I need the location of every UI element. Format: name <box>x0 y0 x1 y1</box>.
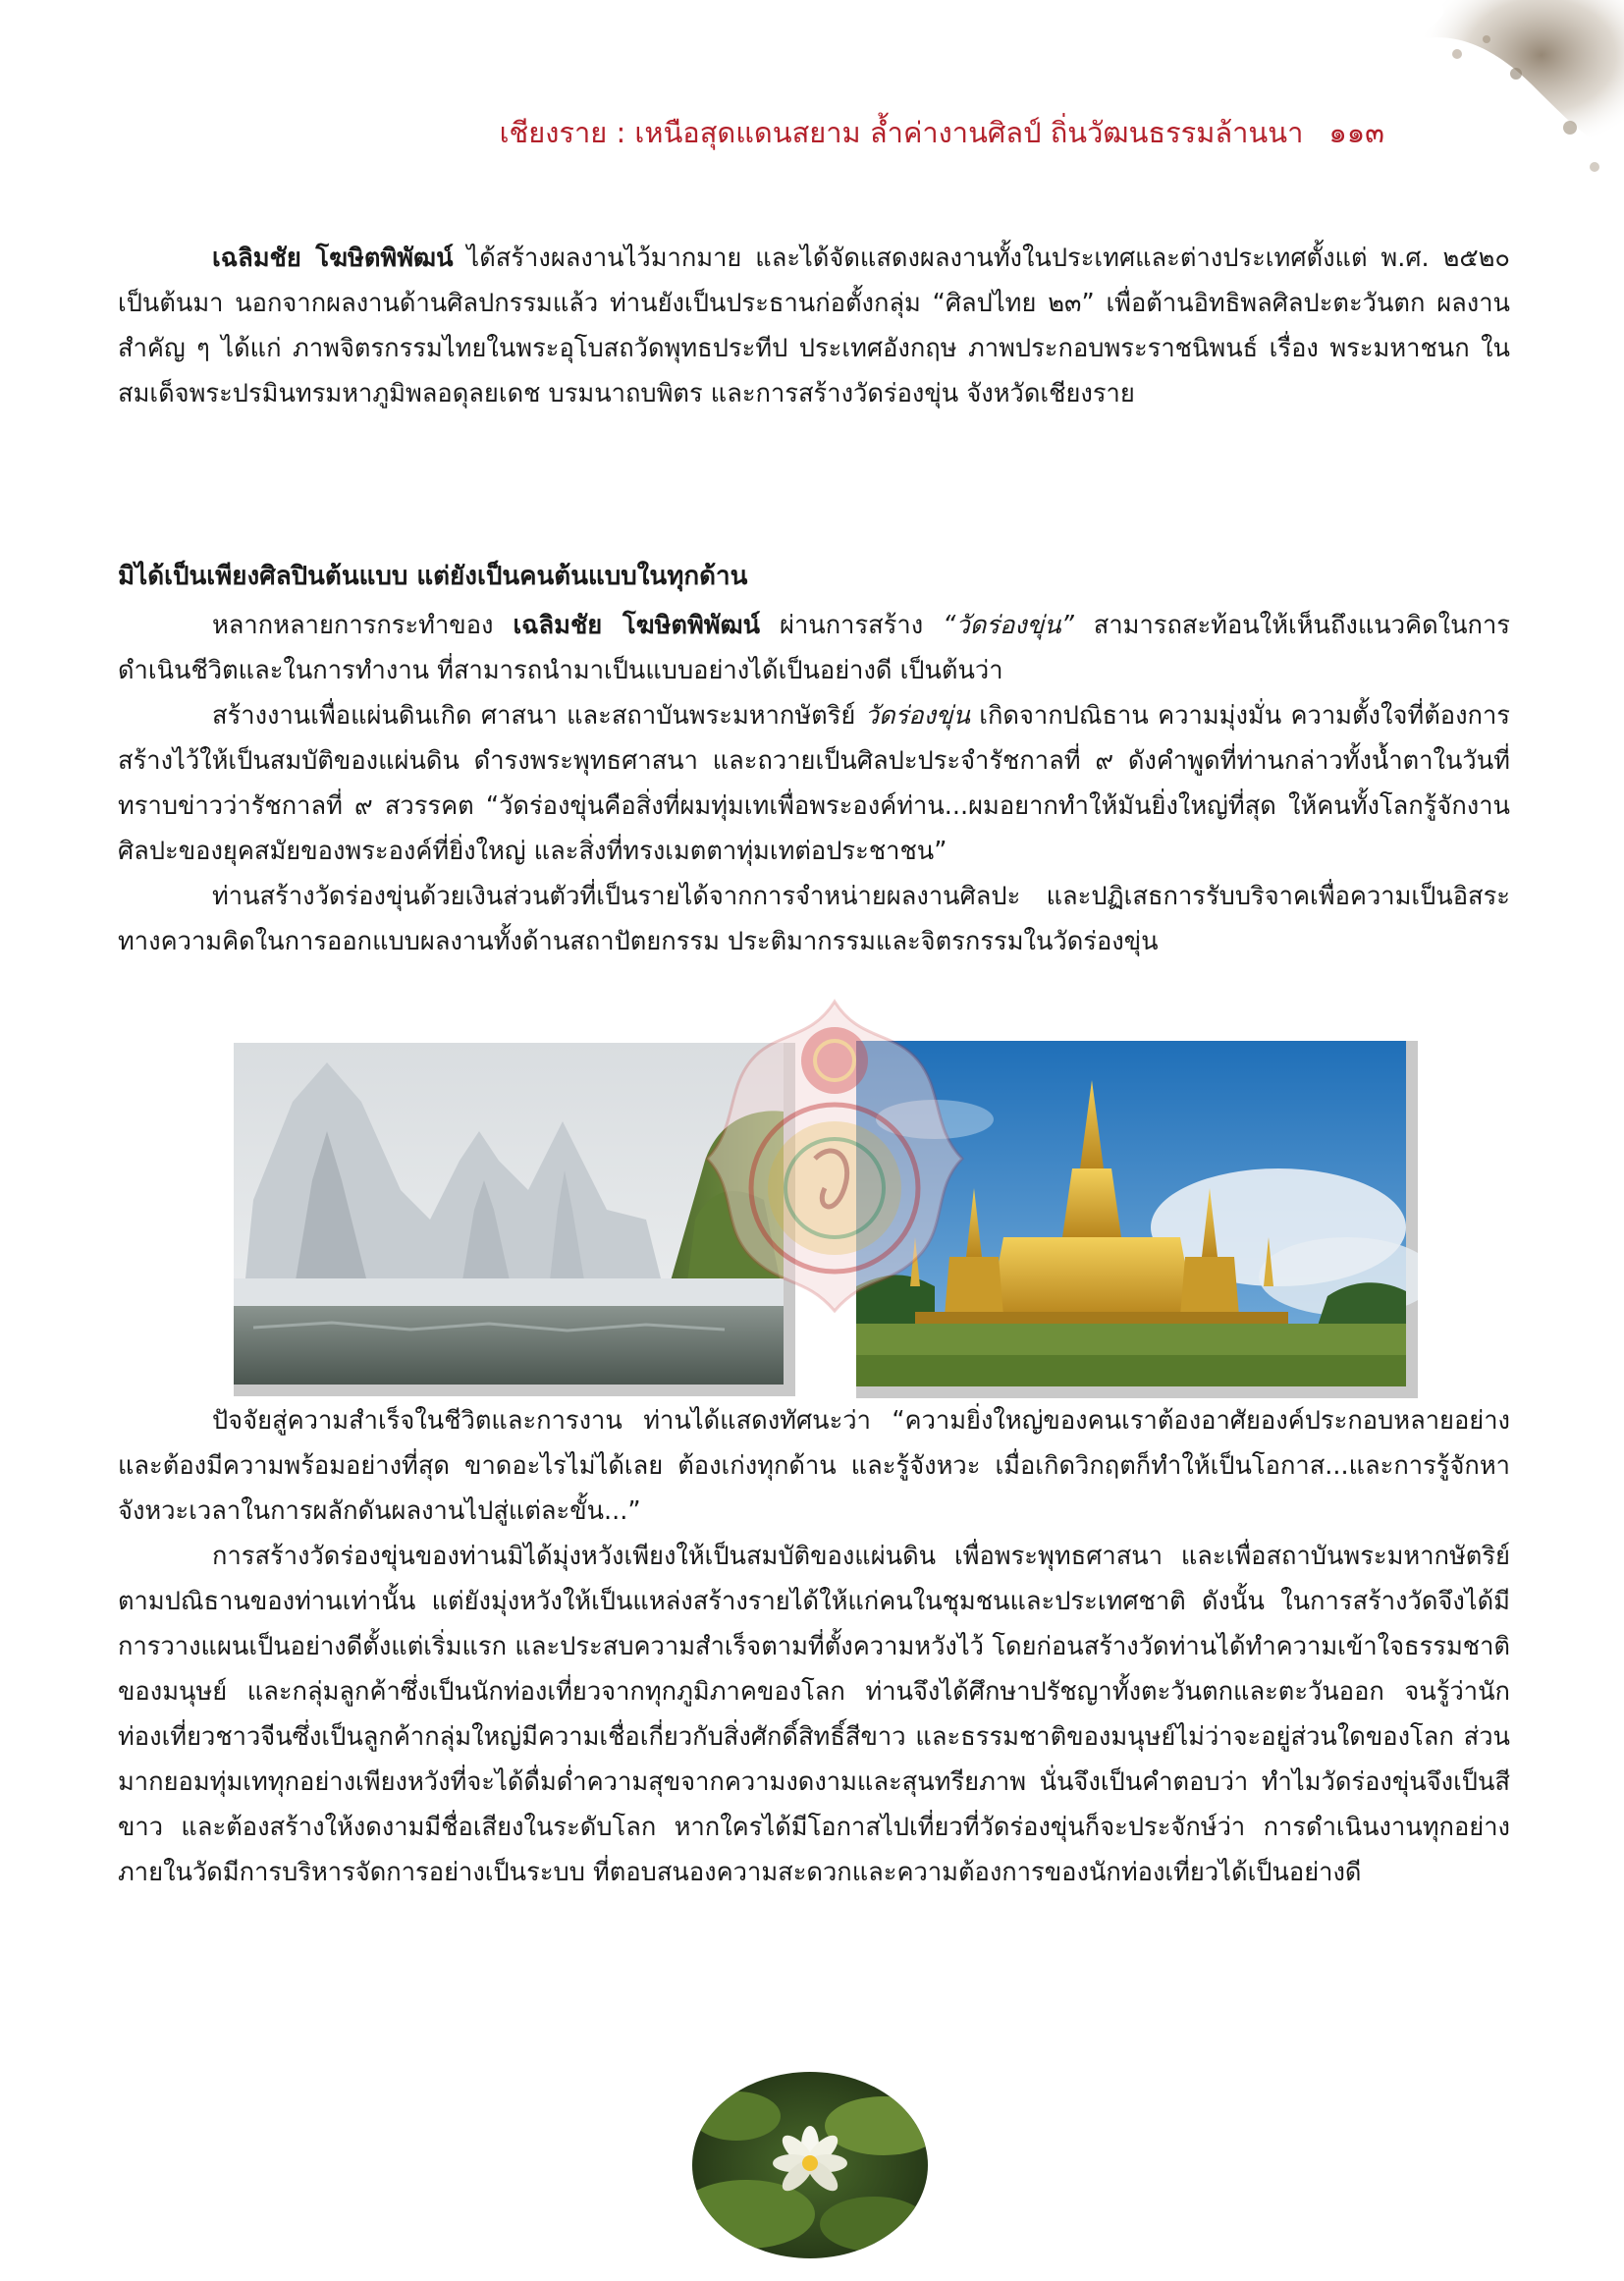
artist-name: เฉลิมชัย โฆษิตพิพัฒน์ <box>212 244 454 273</box>
text-run: ผ่านการสร้าง <box>760 611 944 640</box>
header-title: เชียงราย : เหนือสุดแดนสยาม ล้ำค่างานศิลป์ ถิ่นวัฒนธรรมล้านนา <box>499 116 1304 149</box>
closing-block <box>118 1398 1510 1895</box>
section-block <box>118 554 1510 964</box>
text-run: หลากหลายการกระทำของ <box>212 611 514 640</box>
text-run: สร้างงานเพื่อแผ่นดินเกิด ศาสนา และสถาบันพระมหากษัตริย์ <box>212 701 865 731</box>
section-paragraph-3: ท่านสร้างวัดร่องขุ่นด้วยเงินส่วนตัวที่เป็นรายได้จากการจำหน่ายผลงานศิลปะ และปฏิเสธการรับบริจาคเพื่อความเป็นอิสระทางความคิดในการออกแบบผลงานทั้งด้านสถาปัตยกรรม ประติมากรรมและจิตรกรรมในวัดร่องขุ่น <box>118 882 1510 956</box>
page-number: ๑๑๓ <box>1328 116 1384 149</box>
page-header <box>0 110 1384 155</box>
purpose-paragraph: การสร้างวัดร่องขุ่นของท่านมิได้มุ่งหวังเพียงให้เป็นสมบัติของแผ่นดิน เพื่อพระพุทธศาสนา และเพื่อสถาบันพระมหากษัตริย์ตามปณิธานของท่านเท่านั้น แต่ยังมุ่งหวังให้เป็นแหล่งสร้างรายได้ให้แก่คนในชุมชนและประเทศชาติ ดังนั้น ในการสร้างวัดจึงได้มีการวางแผนเป็นอย่างดีตั้งแต่เริ่มแรก และประสบความสำเร็จตามที่ตั้งความหวังไว้ โดยก่อนสร้างวัดท่านได้ทำความเข้าใจธรรมชาติของมนุษย์ และกลุ่มลูกค้าซึ่งเป็นนักท่องเที่ยวจากทุกภูมิภาคของโลก ท่านจึงได้ศึกษาปรัชญาทั้งตะวันตกและตะวันออก จนรู้ว่านักท่องเที่ยวชาวจีนซึ่งเป็นลูกค้ากลุ่มใหญ่มีความเชื่อเกี่ยวกับสิ่งศักดิ์สิทธิ์สีขาว และธรรมชาติของมนุษย์ไม่ว่าจะอยู่ส่วนใดของโลก ส่วนมากยอมทุ่มเททุกอย่างเพียงหวังที่จะได้ดื่มด่ำความสุขจากความงดงามและสุนทรียภาพ นั่นจึงเป็นคำตอบว่า ทำไมวัดร่องขุ่นจึงเป็นสีขาว และต้องสร้างให้งดงามมีชื่อเสียงในระดับโลก หากใครได้มีโอกาสไปเที่ยวที่วัดร่องขุ่นก็จะประจักษ์ว่า การดำเนินงานทุกอย่างภายในวัดมีการบริหารจัดการอย่างเป็นระบบ ที่ตอบสนองความสะดวกและความต้องการของนักท่องเที่ยวได้เป็นอย่างดี <box>118 1542 1510 1887</box>
lotus-photo <box>687 2067 933 2263</box>
section-paragraph-1 <box>118 603 1510 693</box>
corner-decoration <box>1398 0 1624 196</box>
temple-name: “วัดร่องขุ่น” <box>943 611 1074 640</box>
text-run: สามารถสะท้อนให้เห็นถึงแนวคิดในการดำเนินชีวิตและในการทำงาน ที่สามารถนำมาเป็นแบบอย่างได้เป็นอย่างดี เป็นต้นว่า <box>118 611 1510 685</box>
success-factors-paragraph: ปัจจัยสู่ความสำเร็จในชีวิตและการงาน ท่านได้แสดงทัศนะว่า “ความยิ่งใหญ่ของคนเราต้องอาศัยองค์ประกอบหลายอย่างและต้องมีความพร้อมอย่างที่สุด ขาดอะไรไม่ได้เลย ต้องเก่งทุกด้าน และรู้จังหวะ เมื่อเกิดวิกฤตก็ทำให้เป็นโอกาส...และการรู้จักหาจังหวะเวลาในการผลักดันผลงานไปสู่แต่ละขั้น...” <box>118 1406 1510 1526</box>
text-run: เกิดจากปณิธาน ความมุ่งมั่น ความตั้งใจที่ต้องการสร้างไว้ให้เป็นสมบัติของแผ่นดิน ดำรงพระพุทธศาสนา และถวายเป็นศิลปะประจำรัชกาลที่ ๙ ดังคำพูดที่ท่านกล่าวทั้งน้ำตาในวันที่ทราบข่าวว่ารัชกาลที่ ๙ สวรรคต “วัดร่องขุ่นคือสิ่งที่ผมทุ่มเทเพื่อพระองค์ท่าน...ผมอยากทำให้มันยิ่งใหญ่ที่สุด ให้คนทั้งโลกรู้จักงานศิลปะของยุคสมัยของพระองค์ที่ยิ่งใหญ่ และสิ่งที่ทรงเมตตาทุ่มเทต่อประชาชน” <box>118 701 1510 866</box>
intro-paragraph <box>118 236 1510 416</box>
artist-name: เฉลิมชัย โฆษิตพิพัฒน์ <box>513 611 761 640</box>
intro-paragraph-block <box>118 236 1510 416</box>
section-paragraph-2 <box>118 693 1510 874</box>
temple-name: วัดร่องขุ่น <box>864 701 970 731</box>
section-heading: มิได้เป็นเพียงศิลปินต้นแบบ แต่ยังเป็นคนต้นแบบในทุกด้าน <box>118 562 748 591</box>
intro-text: ได้สร้างผลงานไว้มากมาย และได้จัดแสดงผลงานทั้งในประเทศและต่างประเทศตั้งแต่ พ.ศ. ๒๕๒๐ เป็นต้นมา นอกจากผลงานด้านศิลปกรรมแล้ว ท่านยังเป็นประธานก่อตั้งกลุ่ม “ศิลปไทย ๒๓” เพื่อต้านอิทธิพลศิลปะตะวันตก ผลงานสำคัญ ๆ ได้แก่ ภาพจิตรกรรมไทยในพระอุโบสถวัดพุทธประทีป ประเทศอังกฤษ ภาพประกอบพระราชนิพนธ์ เรื่อง พระมหาชนก ในสมเด็จพระปรมินทรมหาภูมิพลอดุลยเดช บรมนาถบพิตร และการสร้างวัดร่องขุ่น จังหวัดเชียงราย <box>118 244 1510 408</box>
watermark-seal <box>687 992 982 1316</box>
